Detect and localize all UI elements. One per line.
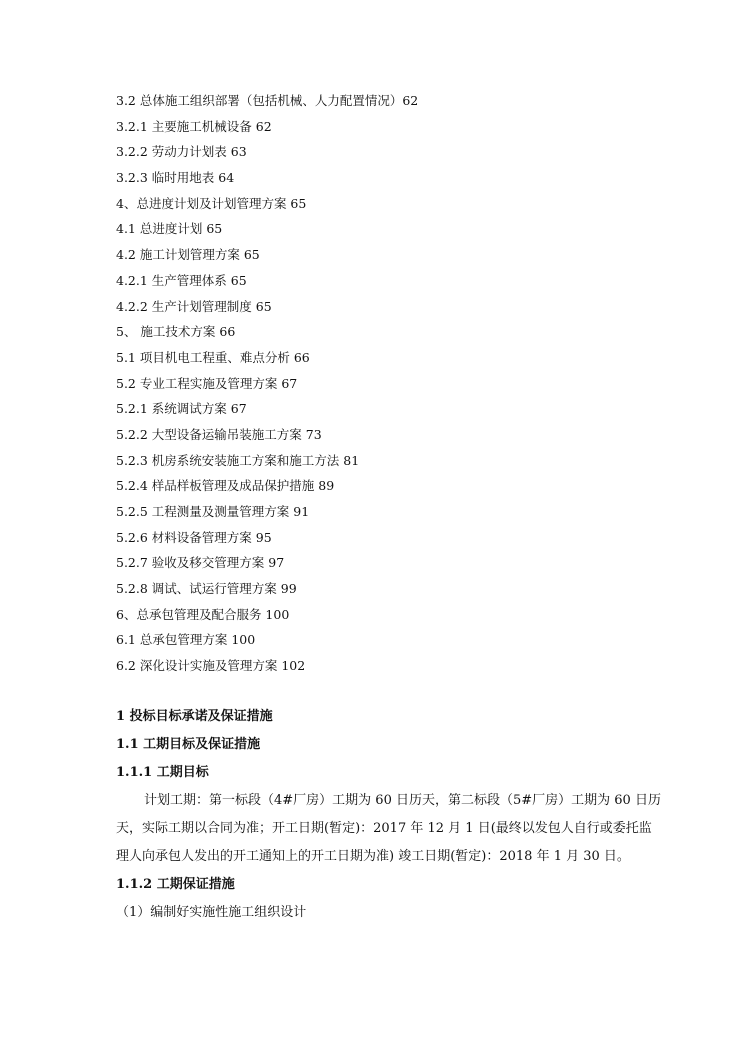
- toc-entry[interactable]: 3.2.1 主要施工机械设备 62: [116, 118, 272, 134]
- heading-level-3: 1.1.1 工期目标: [116, 765, 209, 780]
- toc-entry[interactable]: 5、 施工技术方案 66: [116, 324, 236, 340]
- toc-entry[interactable]: 5.2.6 材料设备管理方案 95: [116, 529, 272, 545]
- heading-level-1: 1 投标目标承诺及保证措施: [116, 709, 273, 724]
- document-body: [116, 703, 676, 927]
- heading-level-3: 1.1.2 工期保证措施: [116, 877, 235, 892]
- toc-entry[interactable]: 5.2.8 调试、试运行管理方案 99: [116, 581, 297, 597]
- toc-entry[interactable]: 4.2 施工计划管理方案 65: [116, 247, 260, 263]
- toc-entry[interactable]: 5.2.2 大型设备运输吊装施工方案 73: [116, 426, 322, 442]
- toc-entry[interactable]: 5.2 专业工程实施及管理方案 67: [116, 375, 298, 391]
- toc-entry[interactable]: 4、总进度计划及计划管理方案 65: [116, 195, 307, 211]
- toc-entry[interactable]: 5.2.1 系统调试方案 67: [116, 401, 247, 417]
- toc-entry[interactable]: 4.1 总进度计划 65: [116, 221, 223, 237]
- toc-entry[interactable]: 4.2.1 生产管理体系 65: [116, 272, 247, 288]
- toc-entry[interactable]: 3.2.3 临时用地表 64: [116, 170, 235, 186]
- toc-entry[interactable]: 6.2 深化设计实施及管理方案 102: [116, 658, 306, 674]
- toc-entry[interactable]: 6.1 总承包管理方案 100: [116, 632, 256, 648]
- toc-entry[interactable]: 4.2.2 生产计划管理制度 65: [116, 298, 272, 314]
- table-of-contents: [116, 88, 676, 679]
- heading-level-2: 1.1 工期目标及保证措施: [116, 737, 261, 752]
- list-item: （1）编制好实施性施工组织设计: [116, 905, 307, 920]
- toc-entry[interactable]: 5.1 项目机电工程重、难点分析 66: [116, 349, 310, 365]
- toc-entry[interactable]: 3.2 总体施工组织部署（包括机械、人力配置情况）62: [116, 93, 419, 108]
- toc-entry[interactable]: 6、总承包管理及配合服务 100: [116, 606, 290, 622]
- schedule-paragraph: 计划工期：第一标段（4#厂房）工期为 60 日历天，第二标段（5#厂房）工期为 60 日历天，实际工期以合同为准；开工日期(暂定)：2017 年 12 月 1 日(最终以发包人自行或委托监理人向承包人发出的开工通知上的开工日期为准) 竣工日期(暂定)：2018 年 1 月 30 日。: [116, 793, 661, 864]
- toc-entry[interactable]: 3.2.2 劳动力计划表 63: [116, 144, 247, 160]
- toc-entry[interactable]: 5.2.5 工程测量及测量管理方案 91: [116, 504, 310, 519]
- toc-entry[interactable]: 5.2.3 机房系统安装施工方案和施工方法 81: [116, 452, 360, 468]
- toc-entry[interactable]: 5.2.4 样品样板管理及成品保护措施 89: [116, 478, 335, 494]
- toc-entry[interactable]: 5.2.7 验收及移交管理方案 97: [116, 555, 285, 571]
